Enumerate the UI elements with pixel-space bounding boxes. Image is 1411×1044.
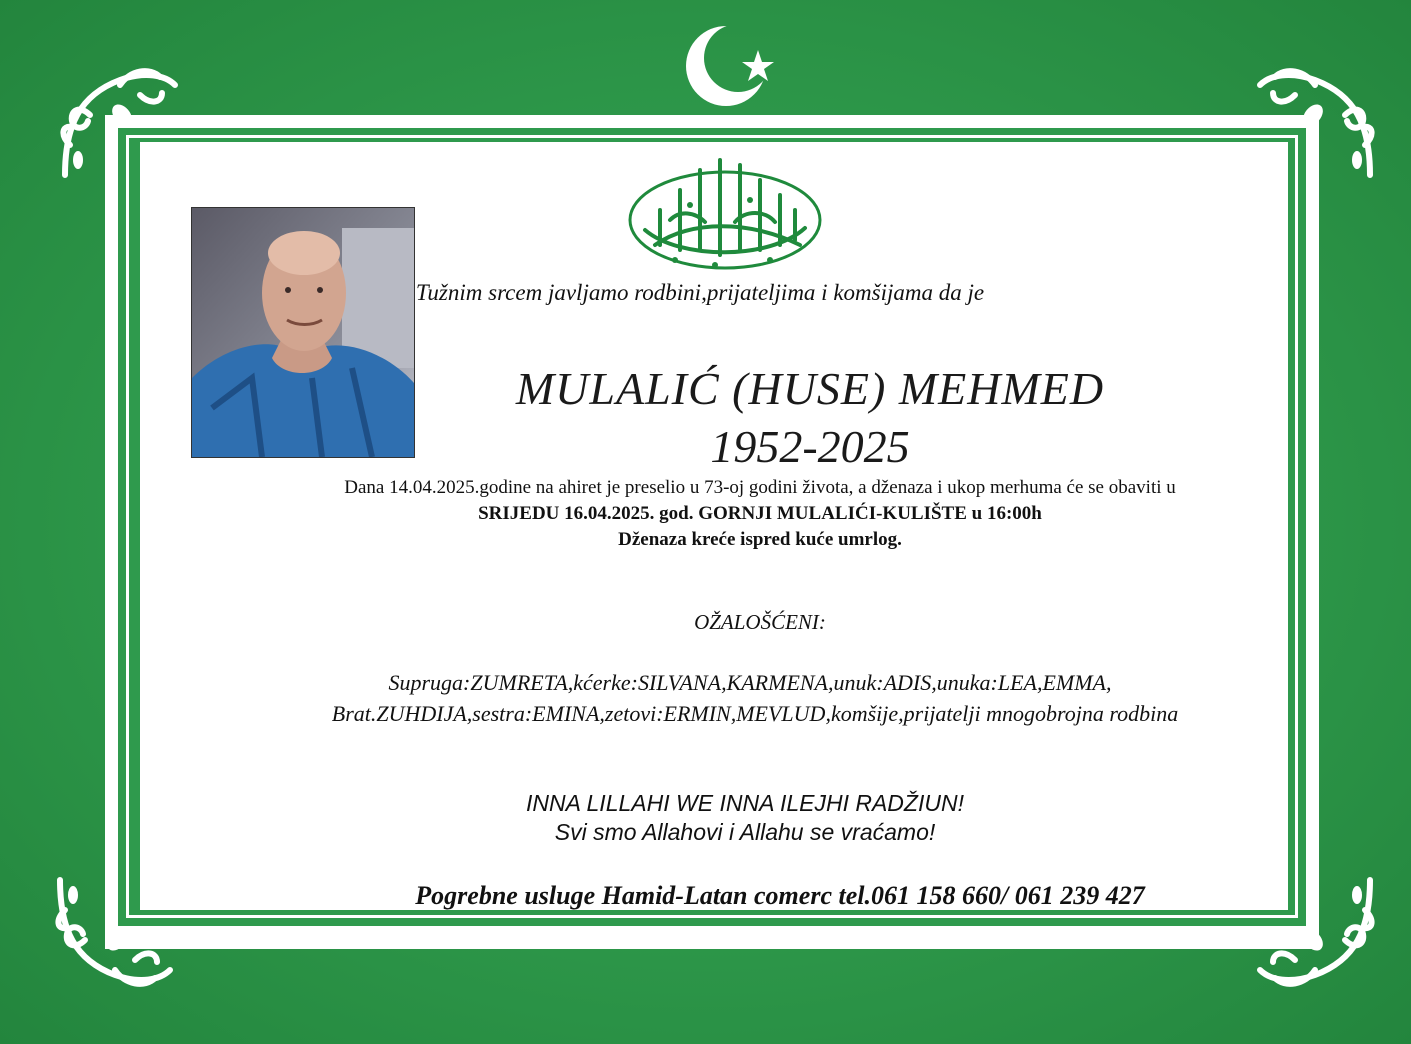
mourners-line: Supruga:ZUMRETA,kćerke:SILVANA,KARMENA,unuk:ADIS,unuka:LEA,EMMA,: [388, 670, 1112, 695]
crescent-star-icon: [680, 20, 790, 110]
intro-text: Tužnim srcem javljamo rodbini,prijateljima i komšijama da je: [415, 280, 985, 305]
procession-note: Dženaza kreće ispred kuće umrlog.: [618, 529, 902, 550]
death-notice: Dana 14.04.2025.godine na ahiret je preselio u 73-oj godini života, a dženaza i ukop merhuma će se obaviti u: [344, 477, 1176, 498]
funeral-service-footer: Pogrebne usluge Hamid-Latan comerc tel.061 158 660/ 061 239 427: [415, 881, 1145, 910]
mourners-heading: OŽALOŠĆENI:: [694, 610, 826, 634]
prayer-translation: Svi smo Allahovi i Allahu se vraćamo!: [554, 819, 936, 845]
deceased-name: MULALIĆ (HUSE) MEHMED: [515, 363, 1105, 414]
mourners-line: Brat.ZUHDIJA,sestra:EMINA,zetovi:ERMIN,MEVLUD,komšije,prijatelji mnogobrojna rodbina: [331, 701, 1179, 726]
prayer-arabic-transliteration: INNA LILLAHI WE INNA ILEJHI RADŽIUN!: [526, 790, 964, 816]
arabic-calligraphy-icon: [620, 150, 830, 280]
deceased-years: 1952-2025: [710, 421, 910, 472]
burial-details: SRIJEDU 16.04.2025. god. GORNJI MULALIĆI-KULIŠTE u 16:00h: [478, 503, 1042, 524]
